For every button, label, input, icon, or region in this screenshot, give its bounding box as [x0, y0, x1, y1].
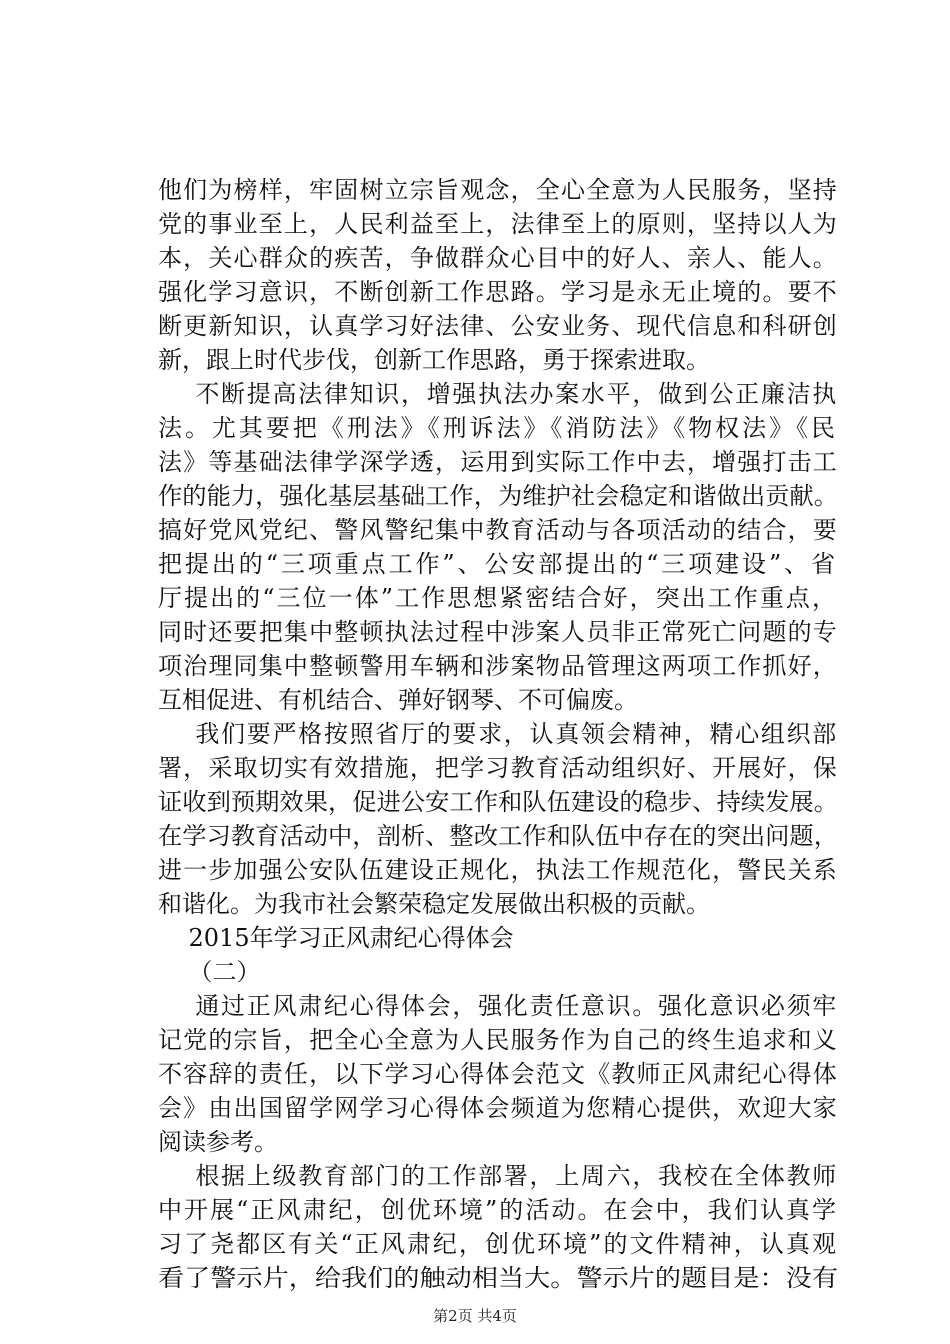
text-line: 进一步加强公安队伍建设正规化，执法工作规范化，警民关系: [158, 856, 838, 884]
text-line: 我们要严格按照省厅的要求，认真领会精神，精心组织部: [158, 720, 838, 748]
text-line: （二）: [158, 958, 261, 986]
text-line: 记党的宗旨，把全心全意为人民服务作为自己的终生追求和义: [158, 1026, 838, 1054]
text-line: 通过正风肃纪心得体会，强化责任意识。强化意识必须牢: [158, 992, 838, 1020]
text-line: 把提出的“三项重点工作”、公安部提出的“三项建设”、省: [158, 550, 838, 578]
text-line: 看了警示片，给我们的触动相当大。警示片的题目是：没有: [158, 1264, 838, 1292]
text-line: 项治理同集中整顿警用车辆和涉案物品管理这两项工作抓好，: [158, 652, 838, 680]
text-line: 新，跟上时代步伐，创新工作思路，勇于探索进取。: [158, 346, 710, 374]
text-line: 和谐化。为我市社会繁荣稳定发展做出积极的贡献。: [158, 890, 710, 918]
text-line: 作的能力，强化基层基础工作，为维护社会稳定和谐做出贡献。: [158, 482, 838, 510]
text-line: 署，采取切实有效措施，把学习教育活动组织好、开展好，保: [158, 754, 838, 782]
text-line: 在学习教育活动中，剖析、整改工作和队伍中存在的突出问题，: [158, 822, 838, 850]
text-line: 阅读参考。: [158, 1128, 278, 1156]
document-body: [158, 173, 838, 1295]
page-footer: 第2页 共4页: [433, 1307, 517, 1325]
text-line: 不容辞的责任，以下学习心得体会范文《教师正风肃纪心得体: [158, 1060, 838, 1088]
text-line: 本，关心群众的疾苦，争做群众心目中的好人、亲人、能人。: [158, 244, 838, 272]
text-line: 断更新知识，认真学习好法律、公安业务、现代信息和科研创: [158, 312, 838, 340]
text-line: 强化学习意识，不断创新工作思路。学习是永无止境的。要不: [158, 278, 838, 306]
text-line: 习了尧都区有关“正风肃纪，创优环境”的文件精神，认真观: [158, 1230, 838, 1258]
text-line: 厅提出的“三位一体”工作思想紧密结合好，突出工作重点，: [158, 584, 838, 612]
text-line: 证收到预期效果，促进公安工作和队伍建设的稳步、持续发展。: [158, 788, 838, 816]
text-line: 法》等基础法律学深学透，运用到实际工作中去，增强打击工: [158, 448, 838, 476]
text-line: 搞好党风党纪、警风警纪集中教育活动与各项活动的结合，要: [158, 516, 838, 544]
text-line: 会》由出国留学网学习心得体会频道为您精心提供，欢迎大家: [158, 1094, 838, 1122]
text-line: 根据上级教育部门的工作部署，上周六，我校在全体教师: [158, 1162, 838, 1190]
text-line: 不断提高法律知识，增强执法办案水平，做到公正廉洁执: [158, 380, 838, 408]
text-line: 法。尤其要把《刑法》《刑诉法》《消防法》《物权法》《民: [158, 414, 838, 442]
text-line: 2015年学习正风肃纪心得体会: [158, 924, 514, 952]
text-line: 互相促进、有机结合、弹好钢琴、不可偏废。: [158, 686, 638, 714]
text-line: 同时还要把集中整顿执法过程中涉案人员非正常死亡问题的专: [158, 618, 838, 646]
text-line: 党的事业至上，人民利益至上，法律至上的原则，坚持以人为: [158, 210, 838, 238]
text-line: 中开展“正风肃纪，创优环境”的活动。在会中，我们认真学: [158, 1196, 838, 1224]
text-line: 他们为榜样，牢固树立宗旨观念，全心全意为人民服务，坚持: [158, 176, 838, 204]
